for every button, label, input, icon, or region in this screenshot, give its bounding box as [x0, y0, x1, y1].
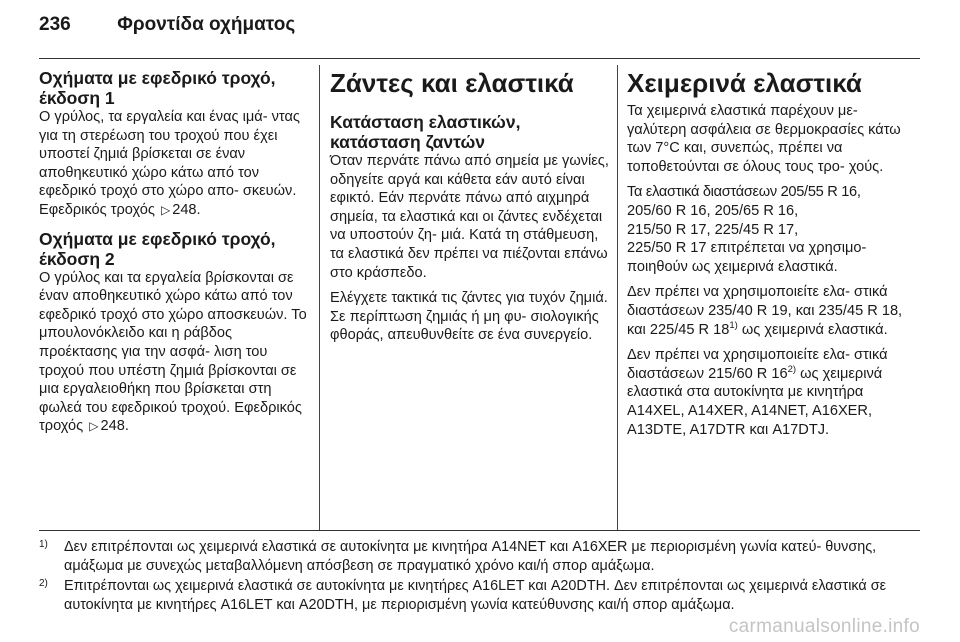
footnote-rule — [39, 530, 920, 531]
section-text: Ο γρύλος, τα εργαλεία και ένας ιμά- ντας για τη στερέωση του τροχού που έχει υποστεί ζημιά βρίσκεται σε έναν αποθηκευτικό χώρο κάτω από τον εφεδρικό τροχό στο χώρο απο- σκευών. Εφεδρικός τροχός ▷ 248. — [39, 109, 300, 218]
section-spare-wheel-v2 — [39, 229, 309, 436]
column-right — [627, 68, 917, 446]
column-divider — [617, 65, 618, 530]
page-reference[interactable]: 248. — [100, 418, 129, 435]
paragraph: Όταν περνάτε πάνω από σημεία με γωνίες, οδηγείτε αργά και κάθετα εάν αυτό είναι εφικτό. Εάν περνάτε πάνω από αιχμηρά σημεία, τα ελαστικά και οι ζάντες ενδέχεται να υποστούν ζη- μιά. Κατά τη στάθμευση, τα ελαστικά δεν πρέπει να πιέζονται επάνω στο κράσπεδο. — [330, 153, 609, 281]
page-ref-arrow-icon: ▷ — [89, 419, 99, 434]
column-divider — [319, 65, 320, 530]
watermark: carmanualsonline.info — [728, 616, 920, 637]
paragraph: Τα χειμερινά ελαστικά παρέχουν με- γαλύτερη ασφάλεια σε θερμοκρασίες κάτω των 7°C και, συνεπώς, πρέπει να τοποθετούνται σε όλους τους τρο- χούς. — [627, 103, 901, 175]
section-spare-wheel-v1 — [39, 68, 309, 220]
column-left — [39, 68, 309, 445]
footnote-text: Επιτρέπονται ως χειμερινά ελαστικά σε αυτοκίνητα με κινητήρες A16LET και A20DTH. Δεν επιτρέπονται ως χειμερινά ελαστικά σε αυτοκίνητα με κινητήρες A16LET και A20DTH, με περιορισμένη γωνία κατεύθυνσης και/ή σπορ αμάξωμα. — [64, 578, 887, 613]
section-heading: Οχήματα με εφεδρικό τροχό, έκδοση 2 — [39, 228, 276, 269]
footnote-text: Δεν επιτρέπονται ως χειμερινά ελαστικά σε αυτοκίνητα με κινητήρα A14NET και A16XER με περιορισμένη γωνία κατεύ- θυνσης, αμάξωμα με συνεχώς μεταβαλλόμενη απόσβεση σε πραγματικό χρόνο και/ή σπορ αμάξωμα. — [64, 539, 877, 574]
footnote-mark: 1) — [39, 539, 48, 550]
page-number: 236 — [39, 14, 71, 35]
column-middle — [330, 68, 612, 352]
paragraph-tyre-sizes: Τα ελαστικά διαστάσεων 205/55 R 16, 205/60 R 16, 205/65 R 16, 215/50 R 17, 225/45 R 17, 225/50 R 17 επιτρέπεται να χρησιμο- ποιηθούν ως χειμερινά ελαστικά. — [627, 184, 867, 275]
paragraph: Ελέγχετε τακτικά τις ζάντες για τυχόν ζημιά. Σε περίπτωση ζημιάς ή μη φυ- σιολογικής φθοράς, απευθυνθείτε σε ένα συνεργείο. — [330, 290, 608, 344]
footnote — [39, 538, 921, 576]
paragraph: Δεν πρέπει να χρησιμοποιείτε ελα- στικά διαστάσεων 215/60 R 16$^{2)}$ ως χειμερινά ελαστικά στα αυτοκίνητα με κινητήρα A14XEL, A14XER, A14NET, A16XER, A13DTE, A17DTR και A17DTJ. — [627, 347, 888, 438]
paragraph: Δεν πρέπει να χρησιμοποιείτε ελα- στικά διαστάσεων 235/40 R 19, και 235/45 R 18, και 225/45 R 18$^{1)}$ ως χειμερινά ελαστικά. — [627, 284, 903, 338]
chapter-section-title: Χειμερινά ελαστικά — [627, 68, 862, 98]
footnote-ref[interactable]: 1) — [729, 319, 738, 331]
page-header — [39, 14, 295, 36]
page-ref-arrow-icon: ▷ — [160, 202, 171, 217]
footnotes — [39, 538, 921, 616]
footnote — [39, 577, 921, 615]
chapter-section-title: Ζάντες και ελαστικά — [330, 68, 574, 98]
footnote-ref[interactable]: 2) — [787, 363, 797, 375]
page-reference[interactable]: 248. — [172, 201, 201, 218]
header-rule — [39, 58, 920, 59]
footnote-mark: 2) — [39, 578, 48, 589]
section-heading: Κατάσταση ελαστικών, κατάσταση ζαντών — [330, 112, 521, 152]
section-heading: Οχήματα με εφεδρικό τροχό, έκδοση 1 — [39, 68, 276, 108]
section-text: Ο γρύλος και τα εργαλεία βρίσκονται σε έναν αποθηκευτικό χώρο κάτω από τον εφεδρικό τροχό στο χώρο αποσκευών. Το μπουλονόκλειδο και η ράβδος προέκτασης για την ασφά- λιση του τροχού που υπέστη ζημιά βρίσκονται σε μια εργαλειοθήκη που βρίσκεται στη φωλεά του εφεδρικού τροχού. Εφεδρικός τροχός ▷ 248. — [39, 269, 307, 435]
chapter-title: Φροντίδα οχήματος — [117, 14, 296, 35]
